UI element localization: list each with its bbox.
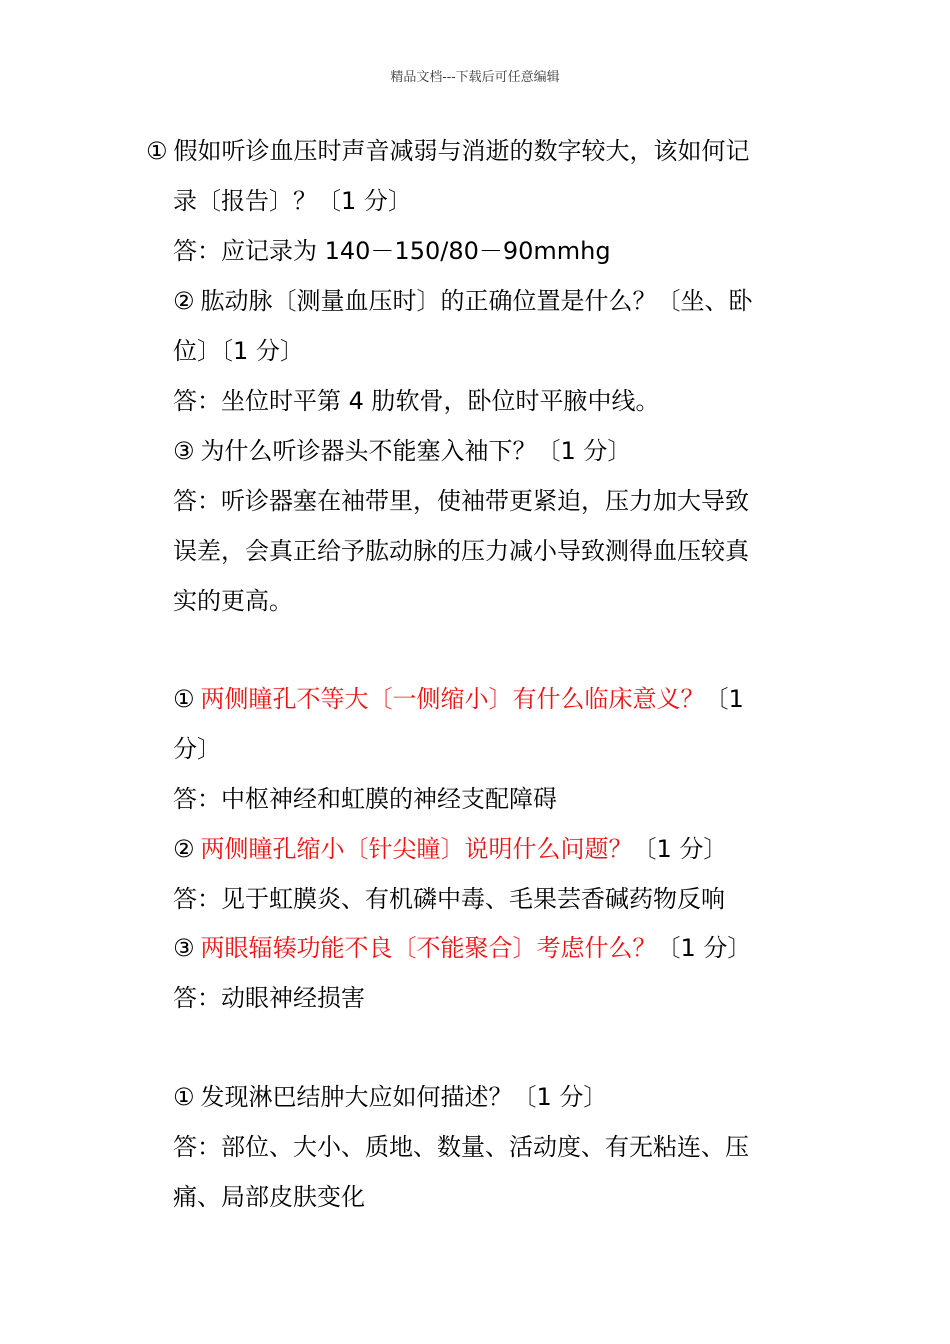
question-marker: ①: [146, 137, 168, 165]
page-header: 精品文档---下载后可任意编辑: [390, 70, 560, 85]
question-points: 〔1 分〕: [656, 934, 752, 962]
question-text: 发现淋巴结肿大应如何描述？〔1 分〕: [200, 1083, 608, 1111]
question-marker: ②: [173, 835, 195, 863]
question-marker: ②: [173, 287, 195, 315]
answer-1-3-cont: 误差，会真正给予肱动脉的压力减小导致测得血压较真: [173, 537, 749, 565]
question-text-red: 两侧瞳孔不等大〔一侧缩小〕有什么临床意义？: [200, 685, 705, 713]
question-1-1-cont: 录〔报告〕？〔1 分〕: [173, 187, 412, 215]
question-marker: ①: [173, 1083, 195, 1111]
question-text: 肱动脉〔测量血压时〕的正确位置是什么？〔坐、卧: [200, 287, 753, 315]
question-text-red: 两眼辐辏功能不良〔不能聚合〕考虑什么？: [200, 934, 657, 962]
question-marker: ①: [173, 685, 195, 713]
question-text: 假如听诊血压时声音减弱与消逝的数字较大，该如何记: [173, 137, 750, 165]
question-points: 〔1: [704, 685, 744, 713]
question-2-1: [173, 684, 744, 714]
answer-1-3: 答：听诊器塞在袖带里，使袖带更紧迫，压力加大导致: [173, 487, 749, 515]
answer-3-1-cont: 痛、局部皮肤变化: [173, 1183, 365, 1211]
question-1-1: [146, 136, 750, 166]
question-1-3: [173, 436, 631, 466]
question-marker: ③: [173, 437, 195, 465]
question-text-red: 两侧瞳孔缩小〔针尖瞳〕说明什么问题？: [200, 835, 633, 863]
answer-2-3: 答：动眼神经损害: [173, 984, 365, 1012]
answer-1-1: 答：应记录为 140－150/80－90mmhg: [173, 237, 611, 265]
answer-3-1: 答：部位、大小、质地、数量、活动度、有无粘连、压: [173, 1133, 749, 1161]
question-2-3: [173, 933, 751, 963]
answer-2-1: 答：中枢神经和虹膜的神经支配障碍: [173, 785, 557, 813]
question-1-2-cont: 位〕〔1 分〕: [173, 337, 304, 365]
question-3-1: [173, 1082, 607, 1112]
question-1-2: [173, 286, 753, 316]
question-points: 〔1 分〕: [632, 835, 728, 863]
question-2-2: [173, 834, 727, 864]
answer-1-2: 答：坐位时平第 4 肋软骨，卧位时平腋中线。: [173, 387, 660, 415]
question-2-1-cont: 分〕: [173, 735, 221, 763]
answer-1-3-cont: 实的更高。: [173, 587, 293, 615]
question-text: 为什么听诊器头不能塞入袖下？〔1 分〕: [200, 437, 632, 465]
question-marker: ③: [173, 934, 195, 962]
answer-2-2: 答：见于虹膜炎、有机磷中毒、毛果芸香碱药物反响: [173, 885, 725, 913]
